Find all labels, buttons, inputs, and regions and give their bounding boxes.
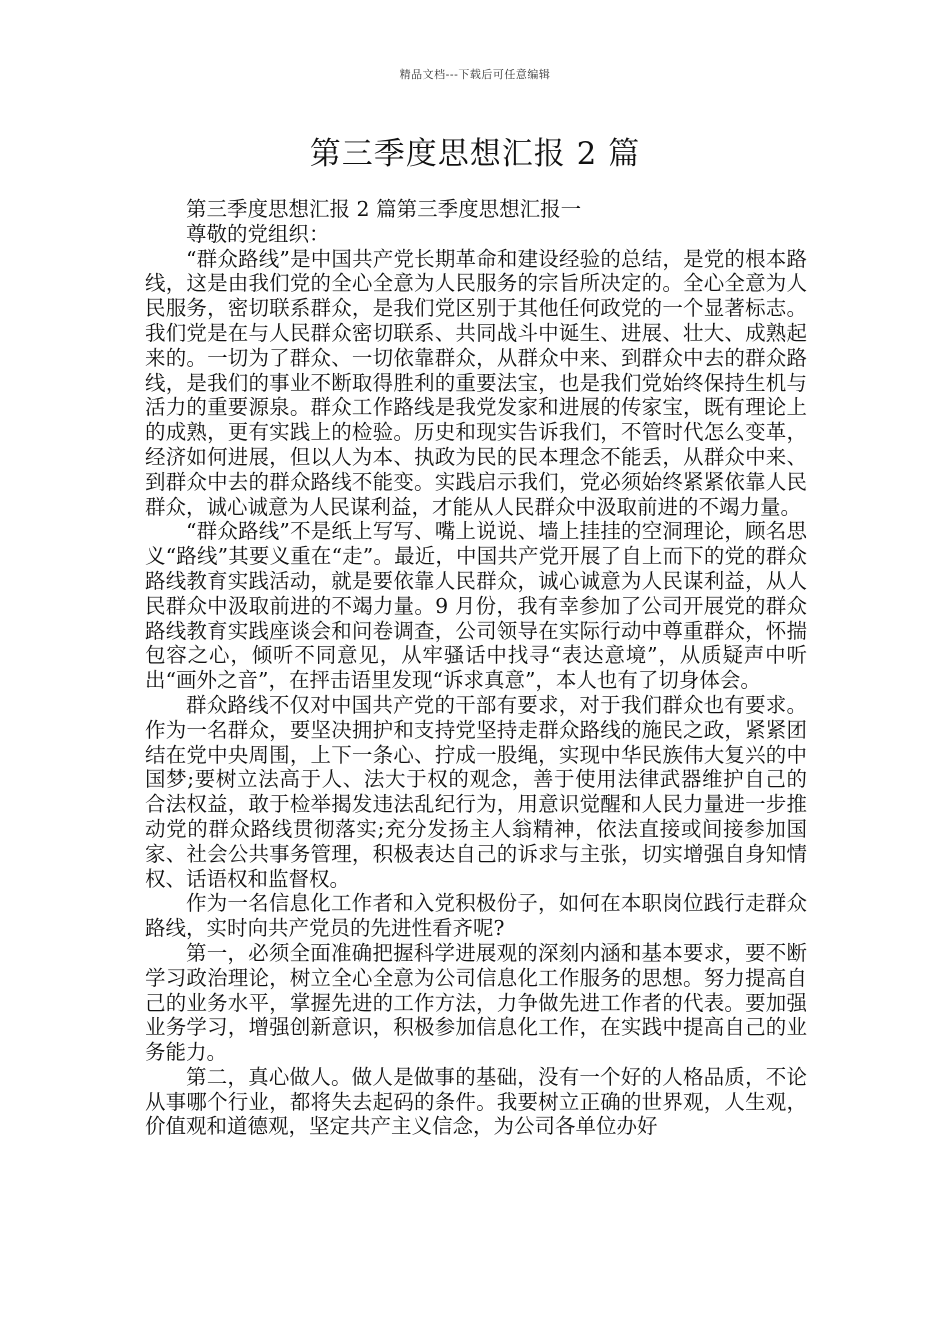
salutation: 尊敬的党组织： [186,221,330,246]
body-paragraph: “群众路线”是中国共产党长期革命和建设经验的总结，是党的根本路线，这是由我们党的全心全意为人民服务的宗旨所决定的。全心全意为人民服务，密切联系群众，是我们党区别于其他任何政党的一个显著标志。我们党是在与人民群众密切联系、共同战斗中诞生、进展、壮大、成熟起来的。一切为了群众、一切依靠群众，从群众中来、到群众中去的群众路线，是我们的事业不断取得胜利的重要法宝，也是我们党始终保持生机与活力的重要源泉。群众工作路线是我党发家和进展的传家宝，既有理论上的成熟，更有实践上的检验。历史和现实告诉我们，不管时代怎么变革，经济如何进展，但以人为本、执政为民的民本理念不能丢，从群众中来、到群众中去的群众路线不能变。实践启示我们，党必须始终紧紧依靠人民群众，诚心诚意为人民谋利益，才能从人民群众中汲取前进的不竭力量。 [145,246,807,519]
header-note: 精品文档---下载后可任意编辑 [399,68,551,81]
body-paragraph: 作为一名信息化工作者和入党积极份子，如何在本职岗位践行走群众路线，实时向共产党员的先进性看齐呢? [145,891,807,941]
document-body [145,197,807,1139]
body-paragraph: 第一，必须全面准确把握科学进展观的深刻内涵和基本要求，要不断学习政治理论，树立全心全意为公司信息化工作服务的思想。努力提高自己的业务水平，掌握先进的工作方法，力争做先进工作者的代表。要加强业务学习，增强创新意识，积极参加信息化工作，在实践中提高自己的业务能力。 [145,940,807,1065]
body-paragraph: 第二，真心做人。做人是做事的基础，没有一个好的人格品质，不论从事哪个行业，都将失去起码的条件。我要树立正确的世界观，人生观，价值观和道德观，坚定共产主义信念，为公司各单位办好 [145,1064,807,1139]
body-paragraph: 群众路线不仅对中国共产党的干部有要求，对于我们群众也有要求。作为一名群众，要坚决拥护和支持党坚持走群众路线的施民之政，紧紧团结在党中央周围，上下一条心、拧成一股绳，实现中华民族伟大复兴的中国梦;要树立法高于人、法大于权的观念，善于使用法律武器维护自己的合法权益，敢于检举揭发违法乱纪行为，用意识觉醒和人民力量进一步推动党的群众路线贯彻落实;充分发扬主人翁精神，依法直接或间接参加国家、社会公共事务管理，积极表达自己的诉求与主张，切实增强自身知情权、话语权和监督权。 [145,692,807,891]
subtitle-line: 第三季度思想汇报 2 篇第三季度思想汇报一 [186,197,582,221]
document-title: 第三季度思想汇报 2 篇 [309,136,641,172]
body-paragraph: “群众路线”不是纸上写写、嘴上说说、墙上挂挂的空洞理论，顾名思义“路线”其要义重在“走”。最近，中国共产党开展了自上而下的党的群众路线教育实践活动，就是要依靠人民群众，诚心诚意为人民谋利益，从人民群众中汲取前进的不竭力量。9 月份，我有幸参加了公司开展党的群众路线教育实践座谈会和问卷调查，公司领导在实际行动中尊重群众，怀揣包容之心，倾听不同意见，从牢骚话中找寻“表达意境”，从质疑声中听出“画外之音”，在抨击语里发现“诉求真意”，本人也有了切身体会。 [145,519,807,693]
